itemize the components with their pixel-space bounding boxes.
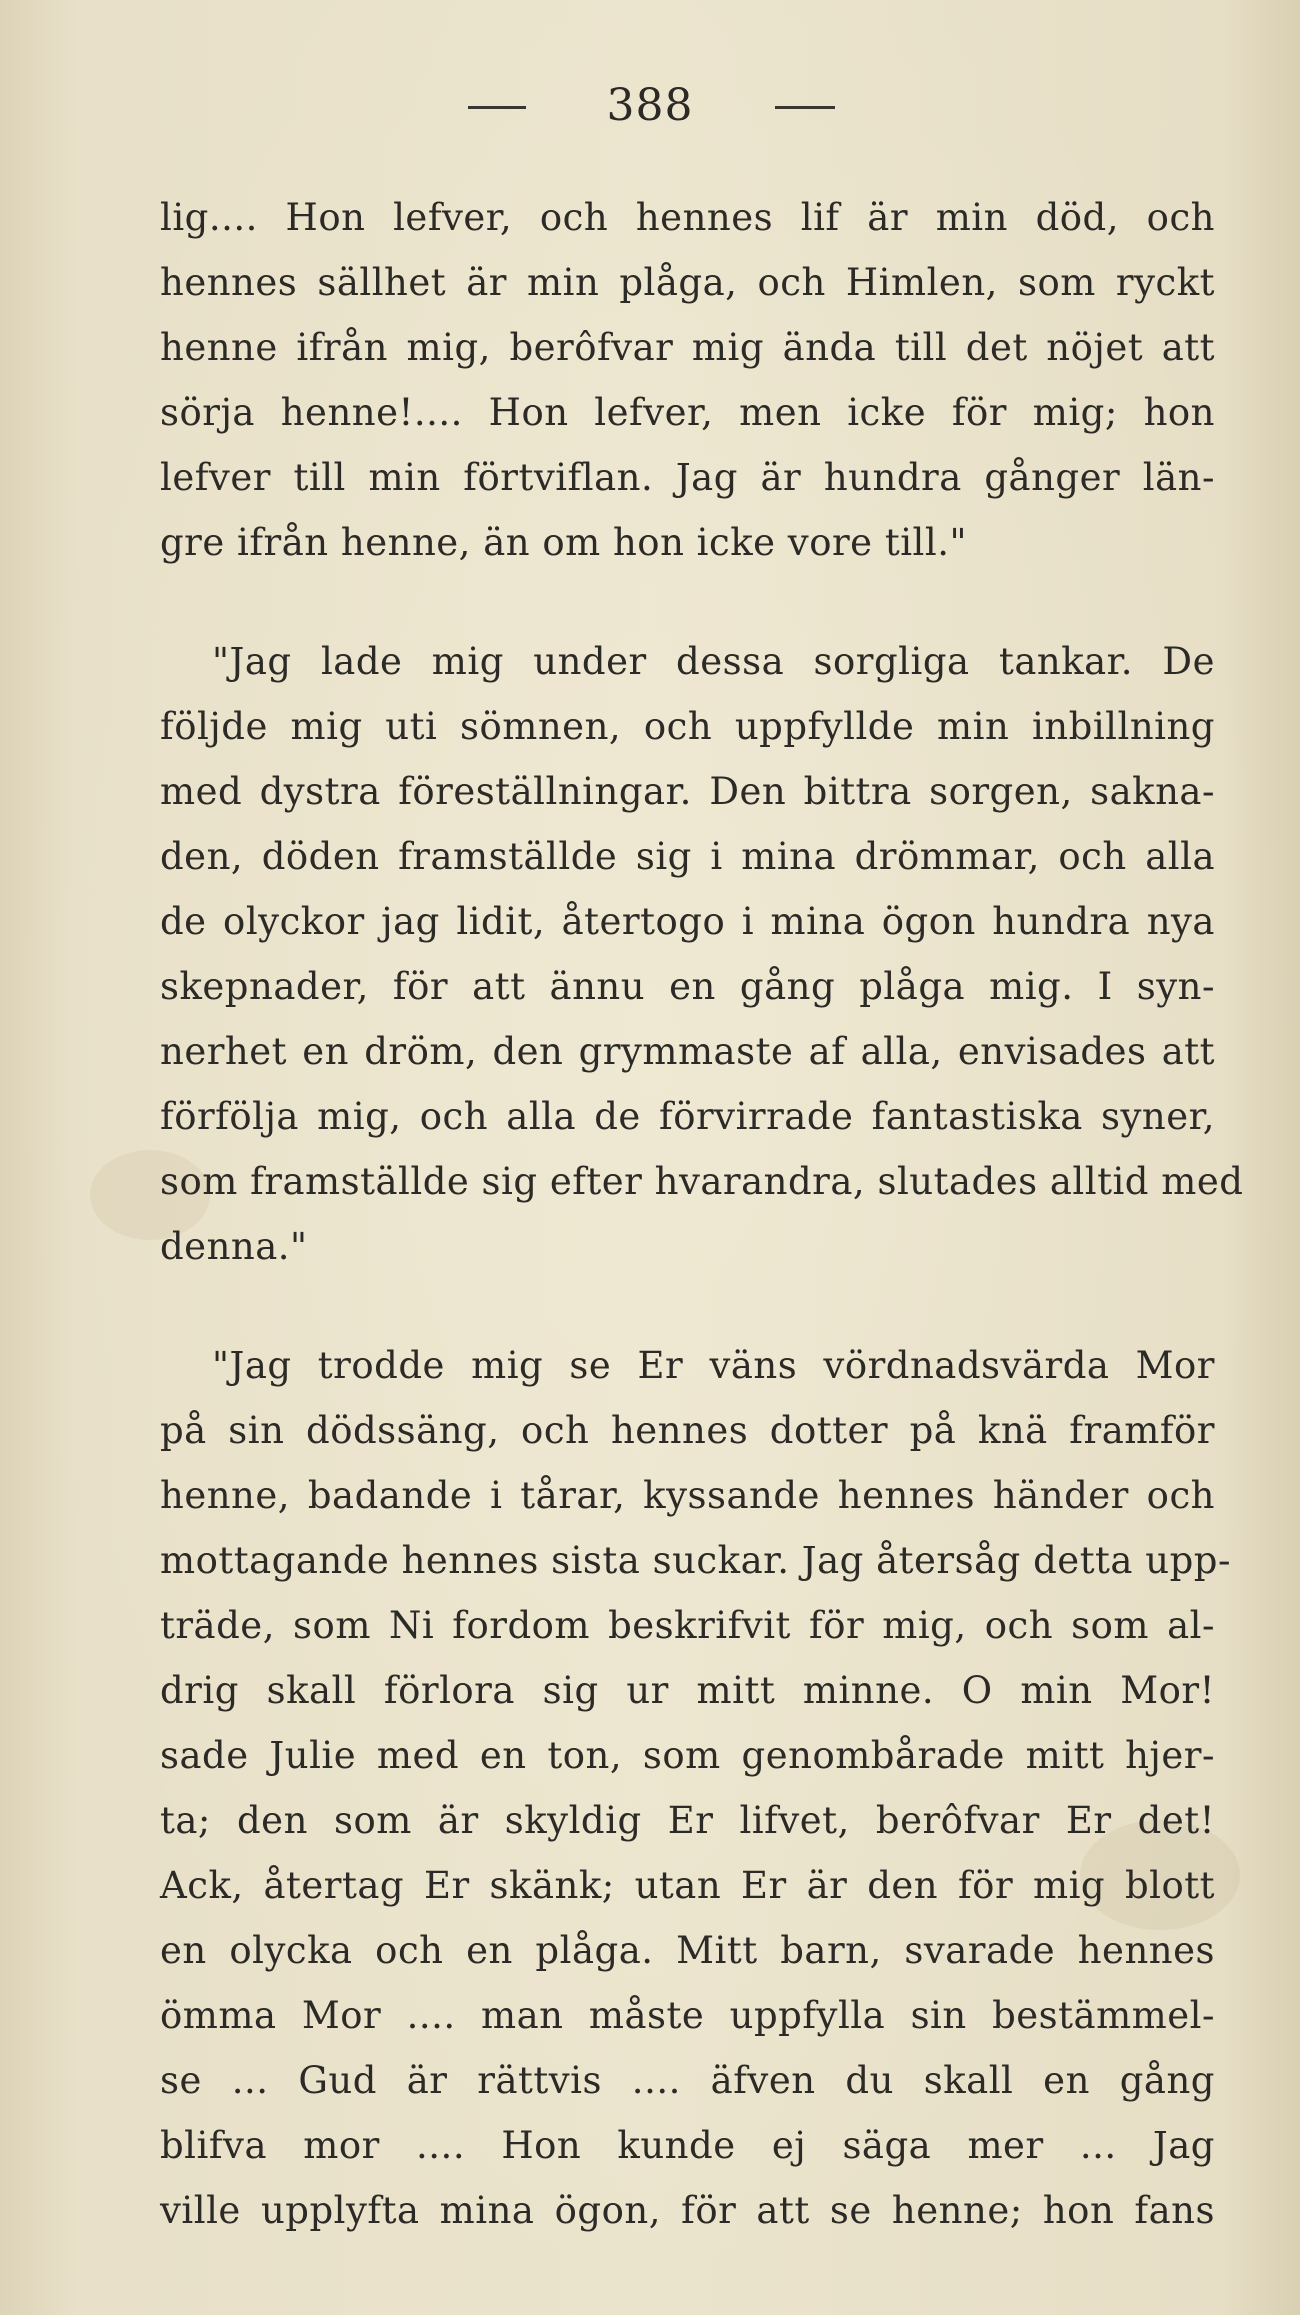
text-line: hennes sällhet är min plåga, och Himlen, som ryckt — [160, 261, 1215, 304]
page-number: 388 — [606, 80, 694, 131]
text-line: med dystra föreställningar. Den bittra sorgen, sakna- — [160, 770, 1215, 813]
text-line: de olyckor jag lidit, återtogo i mina ögon hundra nya — [160, 900, 1215, 943]
text-line: henne ifrån mig, berôfvar mig ända till det nöjet att — [160, 326, 1215, 369]
text-line: mottagande hennes sista suckar. Jag återsåg detta upp- — [160, 1539, 1231, 1582]
paragraph — [160, 1333, 1231, 2243]
text-line: Ack, återtag Er skänk; utan Er är den för mig blott — [160, 1864, 1215, 1907]
text-line: lefver till min förtviflan. Jag är hundra gånger län- — [160, 456, 1215, 499]
text-line: den, döden framställde sig i mina drömmar, och alla — [160, 835, 1215, 878]
text-line: henne, badande i tårar, kyssande hennes händer och — [160, 1474, 1215, 1517]
text-line: en olycka och en plåga. Mitt barn, svarade hennes — [160, 1929, 1215, 1972]
text-line: skepnader, för att ännu en gång plåga mig. I syn- — [160, 965, 1215, 1008]
text-line: blifva mor .... Hon kunde ej säga mer ... Jag — [160, 2124, 1215, 2167]
text-line: på sin dödssäng, och hennes dotter på knä framför — [160, 1409, 1215, 1452]
text-line: ta; den som är skyldig Er lifvet, berôfvar Er det! — [160, 1799, 1215, 1842]
text-line: som framställde sig efter hvarandra, slutades alltid med — [160, 1160, 1244, 1203]
body-text — [160, 185, 1244, 2297]
text-line: ömma Mor .... man måste uppfylla sin bestämmel- — [160, 1994, 1215, 2037]
paragraph — [160, 185, 1215, 575]
text-line: "Jag trodde mig se Er väns vördnadsvärda Mor — [212, 1344, 1215, 1387]
text-line: ville upplyfta mina ögon, för att se henne; hon fans — [160, 2189, 1215, 2232]
header-dash-left — [468, 106, 526, 109]
text-line: drig skall förlora sig ur mitt minne. O min Mor! — [160, 1669, 1215, 1712]
paragraph — [160, 629, 1244, 1279]
text-line: följde mig uti sömnen, och uppfyllde min inbillning — [160, 705, 1215, 748]
text-line: "Jag lade mig under dessa sorgliga tankar. De — [212, 640, 1215, 683]
header-dash-right — [775, 106, 835, 109]
text-line: gre ifrån henne, än om hon icke vore till." — [160, 521, 967, 564]
text-line: nerhet en dröm, den grymmaste af alla, envisades att — [160, 1030, 1215, 1073]
text-line: lig.... Hon lefver, och hennes lif är min död, och — [160, 196, 1215, 239]
text-line: sörja henne!.... Hon lefver, men icke för mig; hon — [160, 391, 1215, 434]
text-line: se ... Gud är rättvis .... äfven du skall en gång — [160, 2059, 1215, 2102]
page-header — [0, 78, 1300, 138]
text-line: förfölja mig, och alla de förvirrade fantastiska syner, — [160, 1095, 1215, 1138]
text-line: sade Julie med en ton, som genombårade mitt hjer- — [160, 1734, 1215, 1777]
text-line: träde, som Ni fordom beskrifvit för mig, och som al- — [160, 1604, 1215, 1647]
text-line: denna." — [160, 1225, 308, 1268]
